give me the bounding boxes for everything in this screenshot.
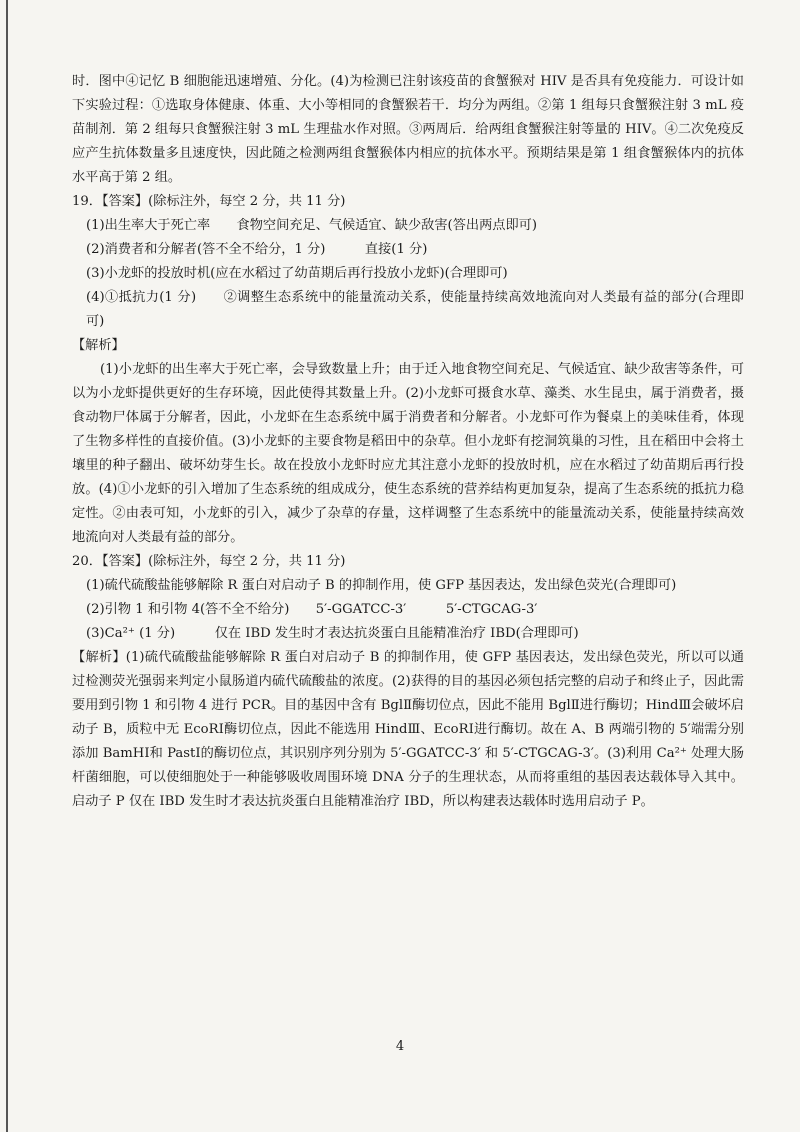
q19-answer-3: (3)小龙虾的投放时机(应在水稻过了幼苗期后再行投放小龙虾)(合理即可)	[86, 266, 508, 281]
q19-answer-4: (4)①抵抗力(1 分) ②调整生态系统中的能量流动关系，使能量持续高效地流向对人类最有益的部分(合理即可)	[86, 290, 744, 329]
q20-answer-1: (1)硫代硫酸盐能够解除 R 蛋白对启动子 B 的抑制作用，使 GFP 基因表达，发出绿色荧光(合理即可)	[86, 578, 677, 593]
document-body	[72, 70, 744, 814]
page-edge-line	[6, 0, 8, 1132]
q19-analysis: (1)小龙虾的出生率大于死亡率，会导致数量上升；由于迁入地食物空间充足、气候适宜、缺少敌害等条件，可以为小龙虾提供更好的生存环境，因此使得其数量上升。(2)小龙虾可摄食水草、藻类、水生昆虫，属于消费者，摄食动物尸体属于分解者，因此，小龙虾在生态系统中属于消费者和分解者。小龙虾可作为餐桌上的美味佳肴，体现了生物多样性的直接价值。(3)小龙虾的主要食物是稻田中的杂草。但小龙虾有挖洞筑巢的习性，且在稻田中会将土壤里的种子翻出、破坏幼芽生长。故在投放小龙虾时应尤其注意小龙虾的投放时机，应在水稻过了幼苗期后再行投放。(4)①小龙虾的引入增加了生态系统的组成成分，使生态系统的营养结构更加复杂，提高了生态系统的抵抗力稳定性。②由表可知，小龙虾的引入，减少了杂草的存量，这样调整了生态系统中的能量流动关系，使能量持续高效地流向对人类最有益的部分。	[72, 362, 744, 545]
q20-answer-header: 20．【答案】(除标注外，每空 2 分，共 11 分)	[72, 554, 346, 569]
q19-answer-2: (2)消费者和分解者(答不全不给分，1 分) 直接(1 分)	[86, 242, 428, 257]
q19-answer-1: (1)出生率大于死亡率 食物空间充足、气候适宜、缺少敌害(答出两点即可)	[86, 218, 537, 233]
continuation-paragraph: 时．图中④记忆 B 细胞能迅速增殖、分化。(4)为检测已注射该疫苗的食蟹猴对 HIV 是否具有免疫能力．可设计如下实验过程：①选取身体健康、体重、大小等相同的食蟹猴若干．均分为两组。②第 1 组每只食蟹猴注射 3 mL 疫苗制剂．第 2 组每只食蟹猴注射 3 mL 生理盐水作对照。③两周后．给两组食蟹猴注射等量的 HIV。④二次免疫反应产生抗体数量多且速度快，因此随之检测两组食蟹猴体内相应的抗体水平。预期结果是第 1 组食蟹猴体内的抗体水平高于第 2 组。	[72, 74, 744, 185]
q19-answer-header: 19．【答案】(除标注外，每空 2 分，共 11 分)	[72, 194, 346, 209]
q20-answer-2: (2)引物 1 和引物 4(答不全不给分) 5′-GGATCC-3′ 5′-CTGCAG-3′	[86, 602, 538, 617]
q19-analysis-label: 【解析】	[72, 338, 125, 353]
q20-analysis: 【解析】(1)硫代硫酸盐能够解除 R 蛋白对启动子 B 的抑制作用，使 GFP 基因表达，发出绿色荧光，所以可以通过检测荧光强弱来判定小鼠肠道内硫代硫酸盐的浓度。(2)获得的目的基因必须包括完整的启动子和终止子，因此需要用到引物 1 和引物 4 进行 PCR。目的基因中含有 BglⅡ酶切位点，因此不能用 BglⅡ进行酶切；HindⅢ会破坏启动子 B，质粒中无 EcoRⅠ酶切位点，因此不能选用 HindⅢ、EcoRⅠ进行酶切。故在 A、B 两端引物的 5′端需分别添加 BamHⅠ和 PastⅠ的酶切位点，其识别序列分别为 5′-GGATCC-3′ 和 5′-CTGCAG-3′。(3)利用 Ca²⁺ 处理大肠杆菌细胞，可以使细胞处于一种能够吸收周围环境 DNA 分子的生理状态，从而将重组的基因表达载体导入其中。启动子 P 仅在 IBD 发生时才表达抗炎蛋白且能精准治疗 IBD，所以构建表达载体时选用启动子 P。	[72, 650, 744, 809]
q20-answer-3: (3)Ca²⁺ (1 分) 仅在 IBD 发生时才表达抗炎蛋白且能精准治疗 IBD(合理即可)	[86, 626, 579, 641]
page-number: 4	[395, 1039, 405, 1054]
